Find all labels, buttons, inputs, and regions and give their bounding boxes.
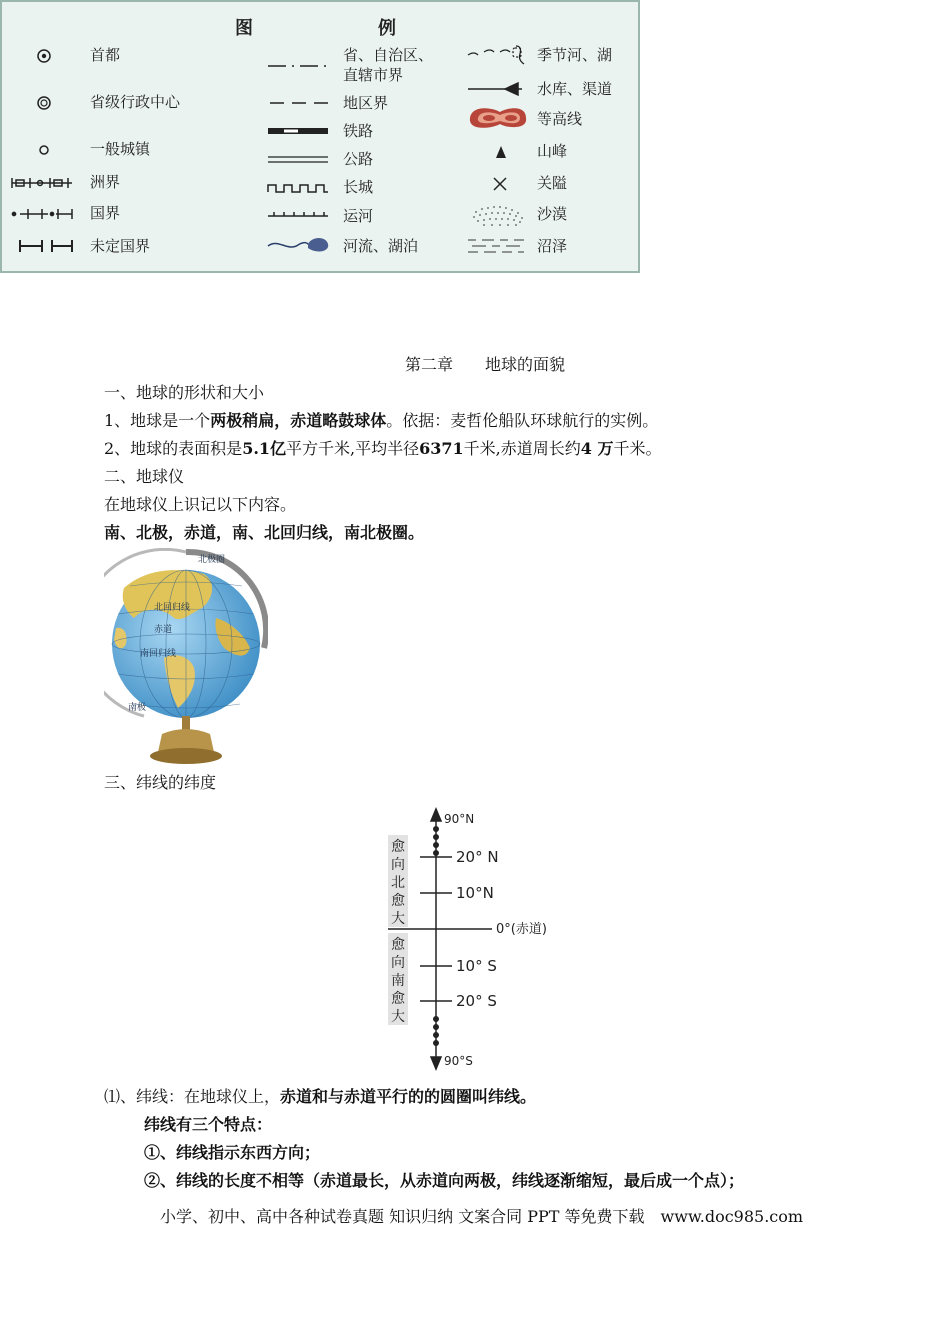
lat-label-10s: 10° S — [456, 957, 497, 975]
p2-text-c: 平方千米,平均半径 — [286, 439, 420, 458]
p1-text-bold: 两极稍扁，赤道略鼓球体 — [210, 411, 387, 430]
definition-text: ⑴、纬线：在地球仪上， — [104, 1087, 281, 1106]
legend-title-right: 例 — [378, 18, 396, 39]
lat-label-90n: 90°N — [444, 812, 475, 826]
north-text-1: 愈 — [391, 839, 405, 855]
legend-label-capital: 首都 — [90, 46, 121, 64]
definition-parallel — [104, 1086, 536, 1108]
legend-label-highway: 公路 — [343, 150, 374, 168]
paragraph-1 — [104, 410, 658, 432]
legend-label-seasonal-river: 季节河、湖 — [537, 46, 613, 64]
latitude-diagram — [380, 805, 580, 1073]
contour-icon — [470, 108, 526, 128]
swamp-icon — [468, 240, 524, 252]
features-heading: 纬线有三个特点： — [144, 1115, 273, 1134]
p2-text-g: 千米。 — [613, 439, 662, 458]
seasonal-river-icon — [468, 46, 524, 64]
definition-text-bold: 赤道和与赤道平行的的圆圈叫纬线。 — [280, 1087, 537, 1106]
legend-label-town: 一般城镇 — [90, 140, 151, 158]
legend-title-left: 图 — [235, 18, 253, 39]
south-text-2: 向 — [391, 955, 405, 971]
paragraph-3: 在地球仪上识记以下内容。 — [104, 495, 297, 514]
p2-radius-value: 6371 — [419, 439, 464, 458]
legend-label-pass: 关隘 — [537, 174, 568, 192]
globe-label-tropic-capricorn: 南回归线 — [140, 649, 177, 659]
legend-label-railway: 铁路 — [343, 122, 374, 140]
p2-text-e: 千米,赤道周长约 — [463, 439, 581, 458]
lat-label-20s: 20° S — [456, 992, 497, 1010]
lat-label-10n: 10°N — [456, 884, 494, 902]
globe-label-tropic-cancer: 北回归线 — [154, 603, 191, 613]
legend-label-undefined-boundary: 未定国界 — [90, 237, 151, 255]
feature-2: ②、纬线的长度不相等（赤道最长，从赤道向两极，纬线逐渐缩短，最后成一个点）； — [144, 1171, 745, 1190]
legend-label-province-boundary: 省、自治区、 — [343, 46, 434, 64]
legend-label-province-boundary-2: 直辖市界 — [343, 66, 404, 84]
highway-icon — [268, 157, 328, 162]
globe-label-south-pole: 南极 — [128, 703, 147, 713]
legend-label-canal: 运河 — [343, 207, 374, 225]
undefined-boundary-icon — [20, 240, 72, 252]
north-text-5: 大 — [391, 911, 405, 927]
lat-label-20n: 20° N — [456, 848, 499, 866]
p1-text-c: 。依据：麦哲伦船队环球航行的实例。 — [386, 411, 659, 430]
lat-label-90s: 90°S — [444, 1054, 473, 1068]
legend-label-desert: 沙漠 — [537, 205, 568, 223]
paragraph-2 — [104, 438, 661, 460]
town-icon — [40, 146, 48, 154]
legend-label-continent-boundary: 洲界 — [90, 173, 121, 191]
p1-text-a: 1、地球是一个 — [104, 411, 211, 430]
lat-label-equator: 0°(赤道) — [496, 922, 547, 937]
legend-symbols — [0, 0, 640, 273]
paragraph-4: 南、北极，赤道，南、北回归线，南北极圈。 — [104, 523, 425, 542]
globe-label-arctic: 北极圈 — [198, 555, 226, 565]
pass-icon — [494, 178, 506, 190]
desert-icon — [473, 206, 523, 226]
great-wall-icon — [268, 185, 328, 192]
south-text-5: 大 — [391, 1009, 405, 1025]
legend-label-great-wall: 长城 — [343, 178, 374, 196]
south-text-1: 愈 — [391, 937, 405, 953]
river-lake-icon — [268, 238, 328, 251]
legend-label-reservoir: 水库、渠道 — [537, 80, 613, 98]
map-legend — [0, 0, 640, 273]
globe-label-equator: 赤道 — [154, 625, 173, 635]
p2-area-value: 5.1亿 — [242, 439, 287, 458]
north-text-2: 向 — [391, 857, 405, 873]
national-boundary-icon — [12, 209, 72, 219]
continent-boundary-icon — [12, 178, 72, 188]
p2-circumference-value: 4 万 — [580, 439, 614, 458]
reservoir-icon — [468, 83, 522, 95]
south-text-3: 南 — [391, 973, 405, 989]
section-3-heading: 三、纬线的纬度 — [104, 773, 217, 792]
legend-label-national-boundary: 国界 — [90, 204, 121, 222]
capital-icon — [38, 50, 50, 62]
legend-label-river-lake: 河流、湖泊 — [343, 237, 419, 255]
p2-text-a: 2、地球的表面积是 — [104, 439, 243, 458]
legend-label-peak: 山峰 — [537, 142, 568, 160]
north-text-4: 愈 — [391, 893, 405, 909]
legend-label-swamp: 沼泽 — [537, 237, 568, 255]
canal-icon — [268, 212, 328, 216]
chapter-title: 第二章 地球的面貌 — [405, 355, 566, 374]
globe-image — [104, 548, 268, 768]
section-2-heading: 二、地球仪 — [104, 467, 185, 486]
peak-icon — [496, 146, 506, 158]
legend-label-district-boundary: 地区界 — [343, 94, 389, 112]
legend-label-contour: 等高线 — [537, 110, 583, 128]
south-text-4: 愈 — [391, 991, 405, 1007]
provincial-capital-icon — [38, 97, 50, 109]
railway-icon — [268, 128, 328, 134]
north-text-3: 北 — [391, 875, 405, 891]
section-1-heading: 一、地球的形状和大小 — [104, 383, 265, 402]
footer-text: 小学、初中、高中各种试卷真题 知识归纳 文案合同 PPT 等免费下载 www.doc985.com — [160, 1207, 804, 1226]
feature-1: ①、纬线指示东西方向； — [144, 1143, 321, 1162]
legend-label-provincial-capital: 省级行政中心 — [90, 93, 181, 111]
